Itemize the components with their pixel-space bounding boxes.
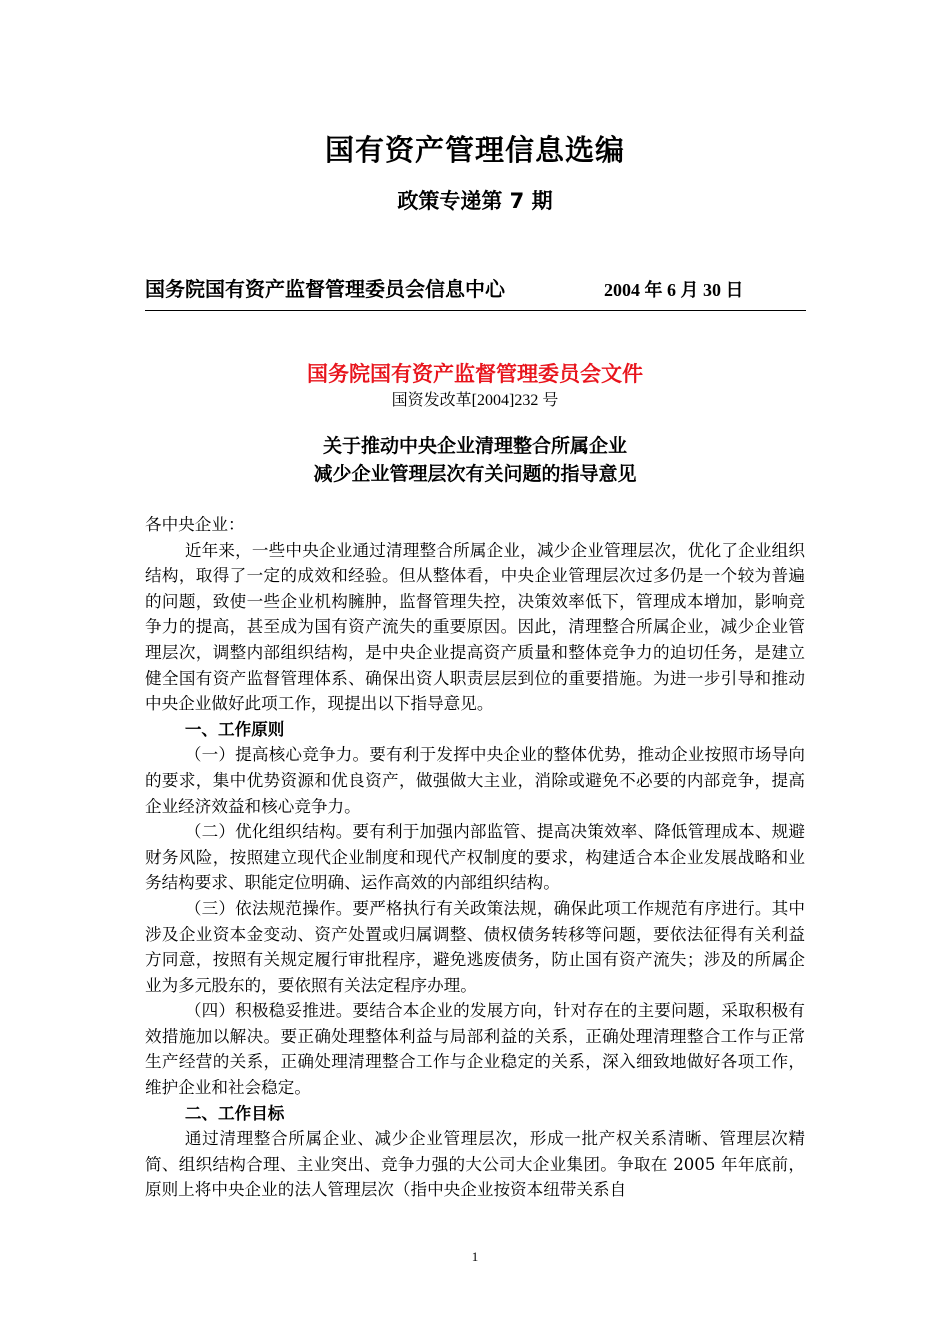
document-number: 国资发改革[2004]232 号: [391, 392, 559, 409]
publication-date: 2004 年 6 月 30 日: [604, 280, 744, 300]
salutation: 各中央企业：: [145, 515, 245, 534]
publication-issue: 政策专递第 7 期: [397, 189, 553, 213]
page-number: 1: [471, 1249, 479, 1264]
document-title-line-2: 减少企业管理层次有关问题的指导意见: [313, 463, 637, 485]
intro-paragraph: 近年来，一些中央企业通过清理整合所属企业，减少企业管理层次，优化了企业组织结构，取得了一定的成效和经验。但从整体看，中央企业管理层次过多仍是一个较为普遍的问题，致使一些企业机构臃肿，监督管理失控，决策效率低下，管理成本增加，影响竞争力的提高，甚至成为国有资产流失的重要原因。因此，清理整合所属企业，减少企业管理层次，调整内部组织结构，是中央企业提高资产质量和整体竞争力的迫切任务，是建立健全国有资产监督管理体系、确保出资人职责层层到位的重要措施。为进一步引导和推动中央企业做好此项工作，现提出以下指导意见。: [145, 540, 805, 714]
document-header: 国务院国有资产监督管理委员会文件: [307, 362, 643, 386]
publication-organization: 国务院国有资产监督管理委员会信息中心: [145, 277, 505, 301]
document-body: [145, 512, 805, 1203]
document-title-line-1: 关于推动中央企业清理整合所属企业: [322, 435, 627, 457]
header-divider: [145, 310, 806, 311]
principle-paragraph-3: （三）依法规范操作。要严格执行有关政策法规，确保此项工作规范有序进行。其中涉及企业资本金变动、资产处置或归属调整、债权债务转移等问题，要依法征得有关利益方同意，按照有关规定履行审批程序，避免逃废债务，防止国有资产流失；涉及的所属企业为多元股东的，要依照有关法定程序办理。: [145, 898, 805, 995]
goal-paragraph: 通过清理整合所属企业、减少企业管理层次，形成一批产权关系清晰、管理层次精简、组织结构合理、主业突出、竞争力强的大公司大企业集团。争取在 2005 年年底前，原则上将中央企业的法人管理层次（指中央企业按资本纽带关系自: [145, 1129, 805, 1200]
principle-paragraph-1: （一）提高核心竞争力。要有利于发挥中央企业的整体优势，推动企业按照市场导向的要求，集中优势资源和优良资产，做强做大主业，消除或避免不必要的内部竞争，提高企业经济效益和核心竞争力。: [145, 745, 805, 816]
principle-paragraph-2: （二）优化组织结构。要有利于加强内部监管、提高决策效率、降低管理成本、规避财务风险，按照建立现代企业制度和现代产权制度的要求，构建适合本企业发展战略和业务结构要求、职能定位明确、运作高效的内部组织结构。: [145, 822, 805, 893]
section-heading-principles: 一、工作原则: [184, 719, 285, 739]
section-heading-goals: 二、工作目标: [184, 1103, 285, 1123]
publication-title: 国有资产管理信息选编: [324, 133, 625, 167]
principle-paragraph-4: （四）积极稳妥推进。要结合本企业的发展方向，针对存在的主要问题，采取积极有效措施加以解决。要正确处理整体利益与局部利益的关系，正确处理清理整合工作与正常生产经营的关系，正确处理清理整合工作与企业稳定的关系，深入细致地做好各项工作，维护企业和社会稳定。: [145, 1001, 805, 1098]
document-title: [0, 432, 950, 488]
